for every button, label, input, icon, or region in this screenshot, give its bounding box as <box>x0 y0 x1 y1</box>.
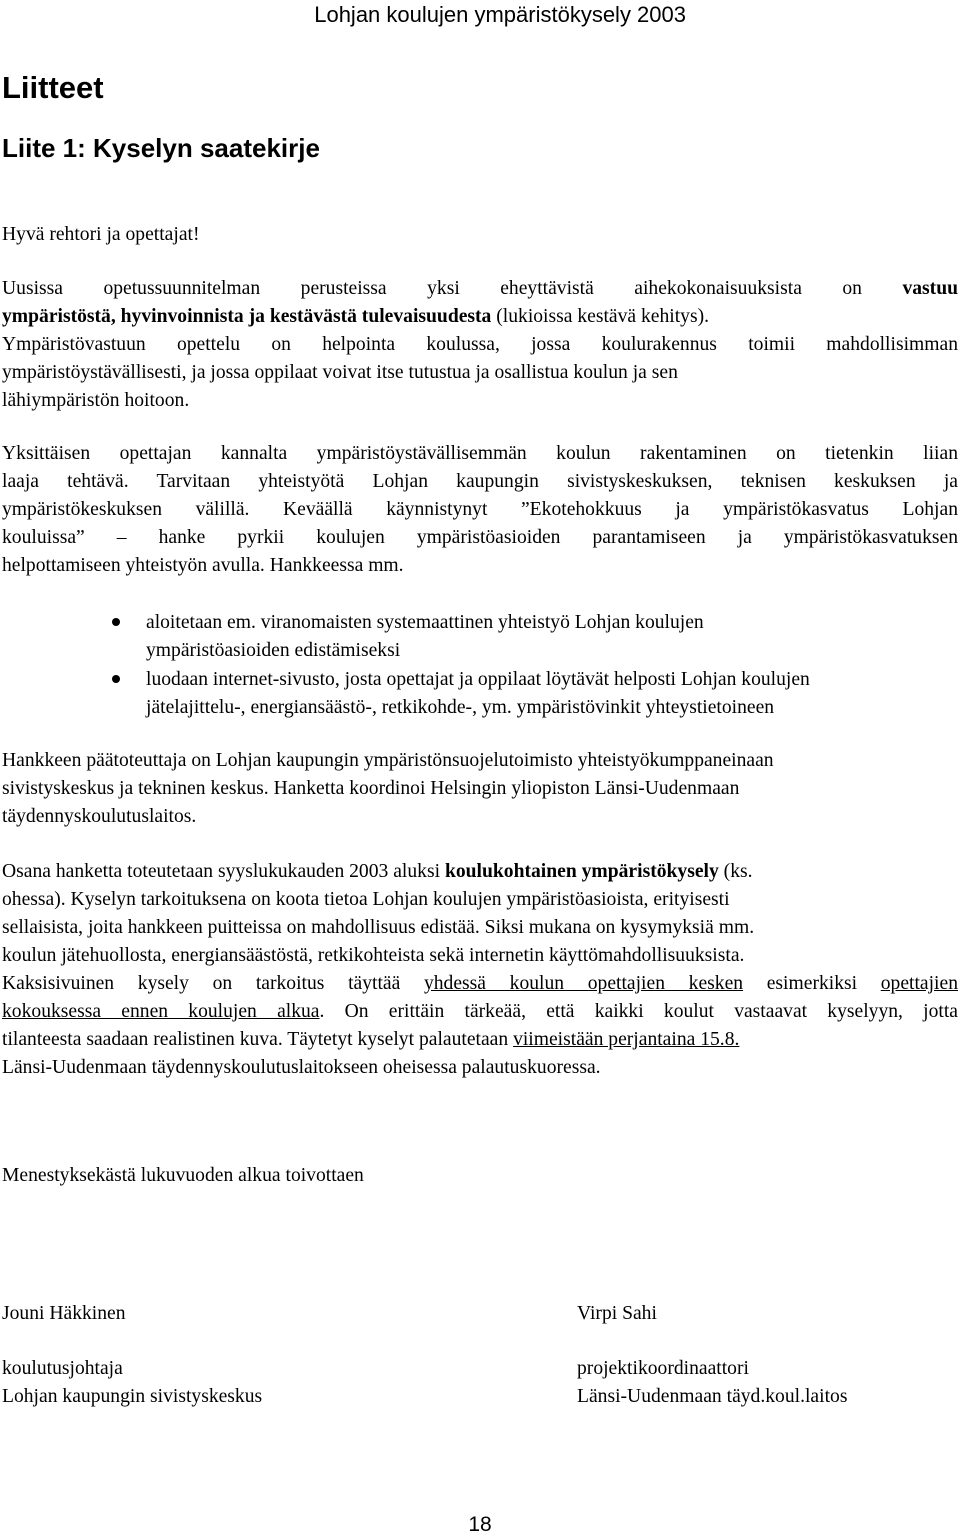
paragraph-3 <box>2 747 958 831</box>
p4-line-7: tilanteesta saadaan realistinen kuva. Täytetyt kyselyt palautetaan viimeistään perjantaina 15.8. <box>2 1029 740 1050</box>
bullet-dot <box>112 675 120 683</box>
closing-line: Menestyksekästä lukuvuoden alkua toivottaen <box>2 1165 364 1186</box>
appendix-heading: Liite 1: Kyselyn saatekirje <box>2 133 320 163</box>
p3-line-2: sivistyskeskus ja tekninen keskus. Hanketta koordinoi Helsingin yliopiston Länsi-Uudenmaan <box>2 778 740 799</box>
p3-line-1: Hankkeen päätoteuttaja on Lohjan kaupungin ympäristönsuojelutoimisto yhteistyökumppaneinaan <box>2 750 774 771</box>
paragraph-1 <box>2 275 958 415</box>
p3-line-3: täydennyskoulutuslaitos. <box>2 806 197 827</box>
bullet-item-2: luodaan internet-sivusto, josta opettajat ja oppilaat löytävät helposti Lohjan koulujen jätelajittelu-, energiansäästö-, retkikohde-, ym. ympäristövinkit yhteystietoineen <box>146 669 810 718</box>
p2-line-5: helpottamiseen yhteistyön avulla. Hankkeessa mm. <box>2 555 404 576</box>
p2-line-4: kouluissa” – hanke pyrkii koulujen ympäristöasioiden parantamiseen ja ympäristökasvatuksen <box>2 527 958 548</box>
greeting: Hyvä rehtori ja opettajat! <box>2 224 200 245</box>
paragraph-2 <box>2 440 958 580</box>
page-title: Liitteet <box>2 70 104 105</box>
p1-line-3: Ympäristövastuun opettelu on helpointa koulussa, jossa koulurakennus toimii mahdollisimman <box>2 334 958 355</box>
signer-role: koulutusjohtaja <box>2 1358 123 1379</box>
p2-line-2: laaja tehtävä. Tarvitaan yhteistyötä Lohjan kaupungin sivistyskeskuksen, teknisen keskuksen ja <box>2 471 958 492</box>
page-number: 18 <box>468 1513 492 1536</box>
p4-line-2: ohessa). Kyselyn tarkoituksena on koota tietoa Lohjan koulujen ympäristöasioista, erityisesti <box>2 889 730 910</box>
p2-line-1: Yksittäisen opettajan kannalta ympäristöystävällisemmän koulun rakentaminen on tietenkin liian <box>2 443 958 464</box>
p1-line-1: Uusissa opetussuunnitelman perusteissa yksi eheyttävistä aihekokonaisuuksista on vastuu <box>2 278 958 299</box>
p4-line-5: Kaksisivuinen kysely on tarkoitus täyttää yhdessä koulun opettajien kesken esimerkiksi opettajien <box>2 973 958 994</box>
signer-role: projektikoordinaattori <box>577 1358 749 1379</box>
p4-line-4: koulun jätehuollosta, energiansäästöstä, retkikohteista sekä internetin käyttömahdollisuuksista. <box>2 945 745 966</box>
signer-name: Jouni Häkkinen <box>2 1303 126 1324</box>
signer-organization: Länsi-Uudenmaan täyd.koul.laitos <box>577 1386 848 1407</box>
signer-organization: Lohjan kaupungin sivistyskeskus <box>2 1386 263 1407</box>
p1-line-5: lähiympäristön hoitoon. <box>2 390 190 411</box>
signature-block-right <box>577 1300 847 1411</box>
running-header: Lohjan koulujen ympäristökysely 2003 <box>314 2 686 27</box>
p2-line-3: ympäristökeskuksen välillä. Keväällä käynnistynyt ”Ekotehokkuus ja ympäristökasvatus Lohjan <box>2 499 958 520</box>
signature-block-left <box>2 1300 262 1411</box>
p1-line-4: ympäristöystävällisesti, ja jossa oppilaat voivat itse tutustua ja osallistua koulun ja sen <box>2 362 678 383</box>
bullet-item-1: aloitetaan em. viranomaisten systemaattinen yhteistyö Lohjan koulujen ympäristöasioiden edistämiseksi <box>146 612 704 661</box>
p4-line-3: sellaisista, joita hankkeen puitteissa on mahdollisuus edistää. Siksi mukana on kysymyksiä mm. <box>2 917 755 938</box>
bullet-dot <box>112 618 120 626</box>
signer-name: Virpi Sahi <box>577 1303 657 1324</box>
p1-line-2: ympäristöstä, hyvinvoinnista ja kestävästä tulevaisuudesta (lukioissa kestävä kehitys). <box>2 306 710 327</box>
p4-line-6: kokouksessa ennen koulujen alkua. On erittäin tärkeää, että kaikki koulut vastaavat kyselyyn, jotta <box>2 1001 959 1022</box>
p4-line-8: Länsi-Uudenmaan täydennyskoulutuslaitokseen oheisessa palautuskuoressa. <box>2 1057 601 1078</box>
paragraph-4 <box>2 858 958 1082</box>
p4-line-1: Osana hanketta toteutetaan syyslukukauden 2003 aluksi koulukohtainen ympäristökysely (ks. <box>2 861 753 882</box>
